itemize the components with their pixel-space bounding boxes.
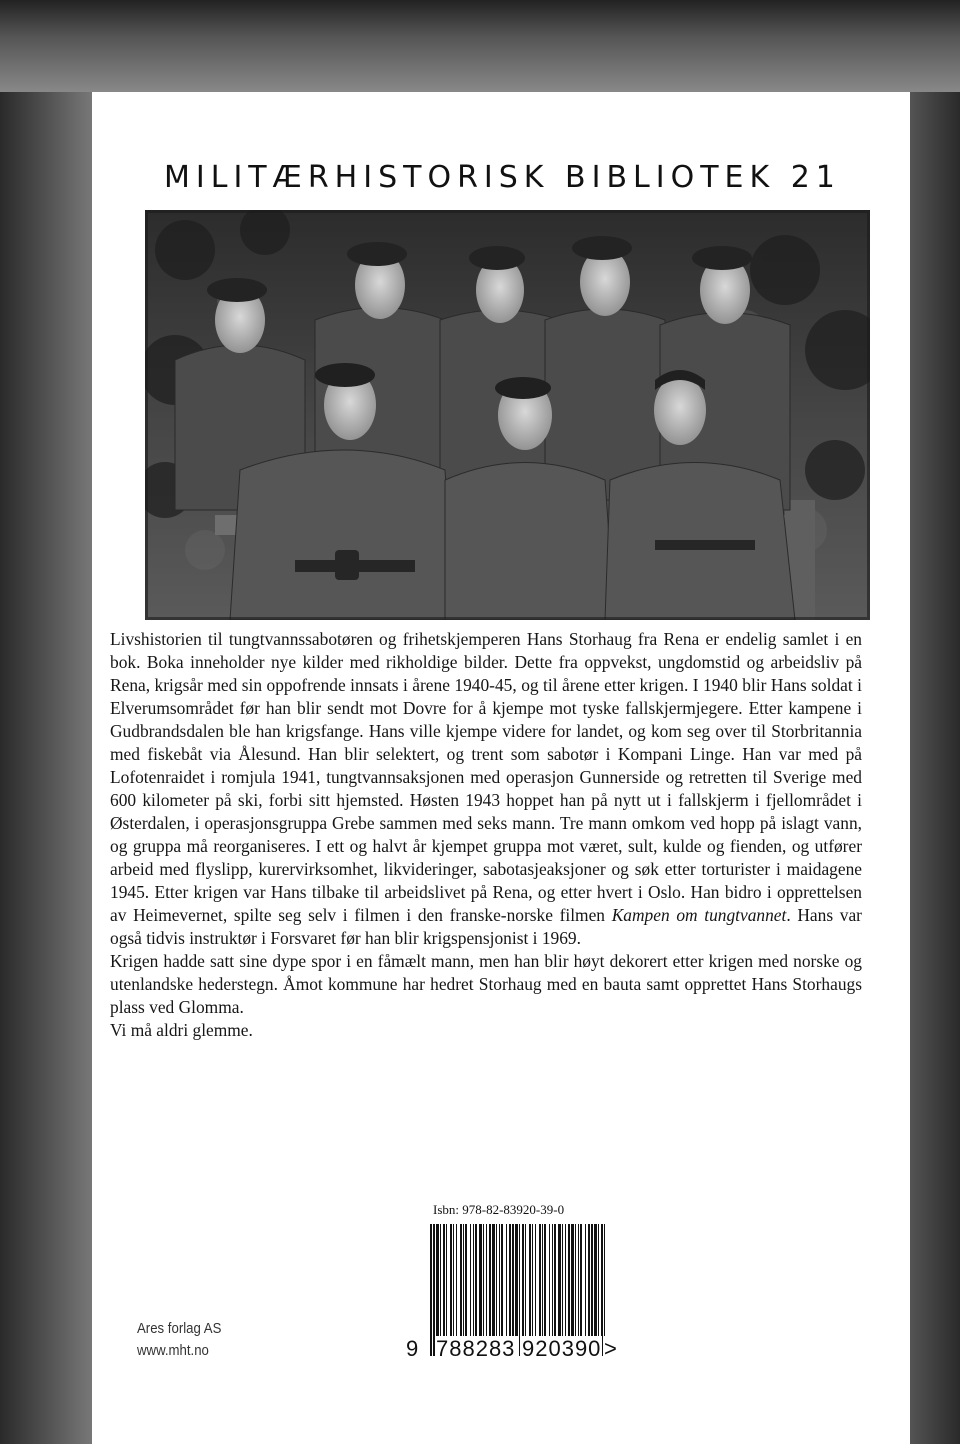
barcode-bar: [598, 1224, 599, 1336]
barcode-bar: [460, 1224, 462, 1336]
barcode-bar: [489, 1224, 491, 1336]
barcode-bar: [575, 1224, 576, 1336]
barcode-bar: [585, 1224, 586, 1336]
barcode-bar: [529, 1224, 531, 1336]
barcode-bar: [443, 1224, 445, 1336]
publisher-block: [137, 1318, 221, 1362]
top-shadow-band: [0, 0, 960, 92]
barcode-bar: [475, 1224, 477, 1336]
barcode-bar: [539, 1224, 541, 1336]
barcode-bar: [486, 1224, 487, 1336]
barcode-bar: [496, 1224, 497, 1336]
barcode-bar: [580, 1224, 582, 1336]
barcode-bar: [544, 1224, 546, 1336]
barcode-bar: [450, 1224, 452, 1336]
barcode-bar: [552, 1224, 553, 1336]
barcode-bar: [549, 1224, 550, 1336]
blurb-paragraph-2: Krigen hadde satt sine dype spor i en fåmælt mann, men han blir høyt dekorert etter krigen med norske og utenlandske hederstegn. Åmot kommune har hedret Storhaug med en bauta samt opprettet Hans Storhaugs plass ved Glomma.: [110, 951, 862, 1017]
group-portrait-photo: [145, 210, 870, 620]
blurb-paragraph-1-ending: . Hans var også tidvis instruktør i Forsvaret før han blir krigspensjonist i 1969.: [110, 905, 862, 948]
barcode-bar: [565, 1224, 566, 1336]
barcode-bar: [479, 1224, 482, 1336]
barcode-bar: [568, 1224, 570, 1336]
barcode-bar: [473, 1224, 474, 1336]
blurb-text: [110, 628, 862, 1042]
barcode-first-digit: 9: [406, 1336, 419, 1361]
barcode-bar: [558, 1224, 561, 1336]
barcode-digit-group-1: 788283: [436, 1336, 516, 1361]
barcode-bar: [571, 1224, 574, 1336]
barcode-bar: [430, 1224, 432, 1356]
barcode-bar: [591, 1224, 593, 1336]
barcode-bar: [436, 1224, 439, 1336]
barcode-bar: [519, 1224, 520, 1356]
barcode-bar: [562, 1224, 563, 1336]
barcode-bar: [483, 1224, 484, 1336]
barcode-bar: [453, 1224, 454, 1336]
barcode-bar: [499, 1224, 500, 1336]
blurb-closing-line: Vi må aldri glemme.: [110, 1020, 253, 1040]
blurb-paragraph-1-text: Livshistorien til tungtvannssabotøren og frihetskjemperen Hans Storhaug fra Rena er endelig samlet i en bok. Boka inneholder nye kilder med rikholdige bilder. Dette fra oppvekst, ungdomstid og arbeidsliv på Rena, krigsår med sin oppofrende innsats i årene 1940-45, og til årene etter krigen. I 1940 blir Hans soldat i Elverumsområdet før han blir sendt mot Dovre for å kjempe mot tyske fallskjermjegere. Etter kampene i Gudbrandsdalen ble han krigsfange. Hans ville kjempe videre for landet, og kom seg over til Storbritannia med fiskebåt via Ålesund. Han blir selektert, og trent som sabotør i Kompani Linge. Han var med på Lofotenraidet i romjula 1941, tungtvannsaksjonen med operasjon Gunnerside og retretten til Sverige med 600 kilometer på ski, forbi sitt hjemsted. Høsten 1943 hoppet han på nytt ut i fallskjerm i fjellområdet i Østerdalen, i operasjonsgruppa Grebe sammen med seks mann. Tre mann omkom ved hopp på islagt vann, og gruppa må reorganiseres. I ett og halvt år kjempet gruppa mot været, sult, kulde og fienden, og utfører arbeid med flyslipp, kurervirksomhet, likvideringer, sabotasjeaksjoner og søk etter torturister i maidagene 1945. Etter krigen var Hans tilbake til arbeidslivet på Rena, og etter hvert i Oslo. Han bidro i opprettelsen av Heimevernet, spilte seg selv i filmen i den franske-norske filmen: [110, 629, 862, 925]
barcode-bar: [492, 1224, 495, 1336]
barcode-bar: [463, 1224, 464, 1336]
barcode-bar: [542, 1224, 543, 1336]
barcode-bar: [535, 1224, 536, 1336]
barcode-bar: [515, 1224, 518, 1336]
barcode-bar: [525, 1224, 526, 1336]
barcode-bar: [554, 1224, 556, 1336]
barcode-bar: [465, 1224, 467, 1336]
barcode-bar: [506, 1224, 507, 1336]
isbn-label: Isbn: 978-82-83920-39-0: [433, 1202, 565, 1217]
barcode-bar: [512, 1224, 514, 1336]
barcode-bar: [509, 1224, 511, 1336]
barcode-end-mark: >: [604, 1336, 617, 1361]
barcode-bar: [594, 1224, 597, 1336]
series-title: MILITÆRHISTORISK BIBLIOTEK 21: [164, 160, 841, 195]
barcode-bar: [578, 1224, 579, 1336]
publisher-name: Ares forlag AS: [137, 1320, 222, 1337]
barcode-bar: [456, 1224, 457, 1336]
publisher-url[interactable]: www.mht.no: [137, 1342, 209, 1359]
barcode-bar: [501, 1224, 503, 1336]
film-title: Kampen om tungtvannet: [611, 905, 787, 925]
barcode-bar: [446, 1224, 447, 1336]
barcode-bar: [532, 1224, 533, 1336]
barcode-bar: [470, 1224, 471, 1336]
barcode-digit-group-2: 920390: [522, 1336, 602, 1361]
barcode-bar: [588, 1224, 590, 1336]
barcode-bar: [440, 1224, 441, 1336]
blurb-paragraph-1: [110, 628, 862, 950]
